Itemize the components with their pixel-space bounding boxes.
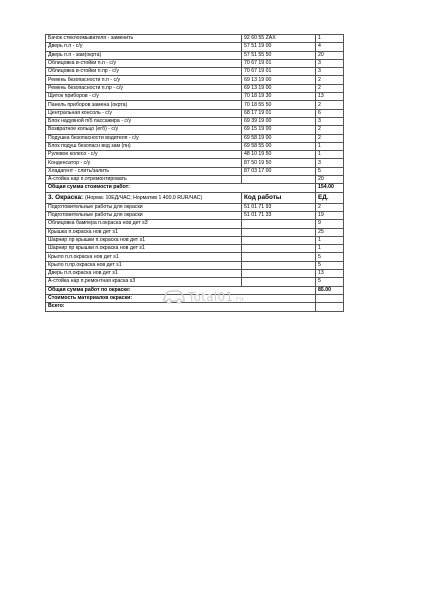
row-qty: 2	[316, 101, 344, 109]
row-name: Облицовка бампера п.окраска нов дет s3	[46, 220, 242, 228]
row-qty: 3	[316, 68, 344, 76]
total-paint-label: Общая сумма работ по окраске:	[46, 286, 316, 294]
table-row	[46, 84, 344, 92]
row-name: Хладагент - слить/залить	[46, 167, 242, 175]
row-name: Бачок стеклоомывателя - заменить	[46, 35, 242, 43]
paint-rows	[46, 203, 344, 286]
table-row	[46, 159, 344, 167]
row-qty: 6	[316, 109, 344, 117]
row-name: Облицовка в-стойки п.п - с/у	[46, 59, 242, 67]
row-qty: 2	[316, 76, 344, 84]
table-row	[46, 68, 344, 76]
materials-label: Стоимость материалов окраски:	[46, 294, 316, 302]
grand-total-value	[316, 303, 344, 311]
watermark	[162, 286, 272, 308]
materials-value	[316, 294, 344, 302]
row-name: Блок надувной п/б пассажира - с/у	[46, 117, 242, 125]
row-code: 48 10 19 50	[242, 151, 316, 159]
row-qty: 1	[316, 236, 344, 244]
row-code: 69 13 19 00	[242, 76, 316, 84]
row-name: Рулевое колесо - с/у	[46, 151, 242, 159]
paint-section-header	[46, 192, 344, 203]
row-name: Блок подуш безопасн вод зам (пн)	[46, 142, 242, 150]
table-row	[46, 93, 344, 101]
row-code: 70 18 55 50	[242, 101, 316, 109]
row-name: Дверь п.п - зам(окрта)	[46, 51, 242, 59]
row-qty: 5	[316, 278, 344, 286]
table-row	[46, 278, 344, 286]
row-name: Панель приборов замена (окрта)	[46, 101, 242, 109]
row-qty: 5	[316, 253, 344, 261]
table-row	[46, 109, 344, 117]
table-row	[46, 151, 344, 159]
paint-section-title	[46, 192, 242, 203]
row-name: Крыло п.пр.окраска нов дет s1	[46, 261, 242, 269]
row-name: Дверь п.п - с/у	[46, 43, 242, 51]
table-row	[46, 176, 344, 184]
total-works-value: 154.00	[316, 184, 344, 192]
row-code: 70 67 19 01	[242, 68, 316, 76]
watermark-text	[188, 290, 244, 304]
row-name: Крыло п.п.окраска нов дет s1	[46, 253, 242, 261]
table-row	[46, 203, 344, 211]
row-qty: 13	[316, 93, 344, 101]
row-name: Шарнир пр крышки п.окраска нов дет s1	[46, 245, 242, 253]
work-rows	[46, 35, 344, 184]
table-row	[46, 167, 344, 175]
estimate-document	[45, 34, 343, 312]
row-name: Конденсатор - с/у	[46, 159, 242, 167]
row-code: 57 51 55 50	[242, 51, 316, 59]
row-qty: 2	[316, 126, 344, 134]
row-qty: 1	[316, 245, 344, 253]
row-code: 70 67 19 01	[242, 59, 316, 67]
row-name: Подготовительные работы для окраски	[46, 203, 242, 211]
row-code	[242, 236, 316, 244]
row-qty: 2	[316, 203, 344, 211]
code-column-header: Код работы	[242, 192, 316, 203]
total-works-row	[46, 184, 344, 192]
row-name: Ремень безопасности п.пр - с/у	[46, 84, 242, 92]
row-qty: 20	[316, 51, 344, 59]
row-qty: 4	[316, 43, 344, 51]
table-row	[46, 253, 344, 261]
table-row	[46, 270, 344, 278]
grand-total-label: Всего:	[46, 303, 316, 311]
row-name: Облицовка в-стойки п.пр - с/у	[46, 68, 242, 76]
table-row	[46, 59, 344, 67]
row-code: 51 01 71 33	[242, 211, 316, 219]
section-title: 3. Окраска:	[48, 193, 84, 201]
row-qty: 2	[316, 84, 344, 92]
row-code	[242, 278, 316, 286]
row-qty: 2	[316, 134, 344, 142]
row-code: 92 60 55 ZAX	[242, 35, 316, 43]
table-row	[46, 220, 344, 228]
table-row	[46, 134, 344, 142]
row-qty: 3	[316, 59, 344, 67]
table-row	[46, 228, 344, 236]
row-qty: 1	[316, 142, 344, 150]
table-row	[46, 76, 344, 84]
row-qty: 3	[316, 159, 344, 167]
total-paint-value: 85.00	[316, 286, 344, 294]
row-qty: 9	[316, 220, 344, 228]
row-qty: 1	[316, 35, 344, 43]
table-row	[46, 51, 344, 59]
row-qty: 25	[316, 228, 344, 236]
table-row	[46, 117, 344, 125]
row-qty: 5	[316, 167, 344, 175]
table-row	[46, 236, 344, 244]
row-code: 87 50 19 50	[242, 159, 316, 167]
row-name: А-стойка нар п.отремонтировать	[46, 176, 242, 184]
table-row	[46, 126, 344, 134]
row-code	[242, 228, 316, 236]
table-row	[46, 142, 344, 150]
row-code: 69 58 19 00	[242, 134, 316, 142]
estimate-table	[45, 34, 344, 312]
row-name: Подготовительные работы для окраски	[46, 211, 242, 219]
row-qty: 5	[316, 261, 344, 269]
row-name: Возвратное кольцо (егб) - с/у	[46, 126, 242, 134]
table-row	[46, 245, 344, 253]
row-qty: 3	[316, 117, 344, 125]
table-row	[46, 35, 344, 43]
row-name: Центральная консоль - с/у	[46, 109, 242, 117]
row-code: 51 01 71 93	[242, 203, 316, 211]
row-qty: 1	[316, 151, 344, 159]
row-name: А-стойка нар п.ремонтная краска s3	[46, 278, 242, 286]
total-works-label: Общая сумма стоимости работ:	[46, 184, 316, 192]
table-row	[46, 43, 344, 51]
row-code: 70 18 19 30	[242, 93, 316, 101]
car-icon	[162, 288, 186, 304]
row-code	[242, 176, 316, 184]
row-qty: 19	[316, 211, 344, 219]
row-code	[242, 253, 316, 261]
row-name: Крышка п.окраска нов дет s1	[46, 228, 242, 236]
row-code: 68 17 19 01	[242, 109, 316, 117]
row-code: 69 13 19 00	[242, 84, 316, 92]
section-note: (Норма: 10ЕД/ЧАС; Норматив 1 400.0 RUR/ЧАС)	[84, 194, 203, 201]
row-code: 87 03 17 00	[242, 167, 316, 175]
row-code: 69 15 19 00	[242, 126, 316, 134]
row-code	[242, 270, 316, 278]
row-code: 57 51 19 00	[242, 43, 316, 51]
watermark-domain: .ru	[233, 295, 244, 303]
table-row	[46, 261, 344, 269]
row-code	[242, 261, 316, 269]
table-row	[46, 101, 344, 109]
row-name: Щиток приборов - с/у	[46, 93, 242, 101]
table-row	[46, 211, 344, 219]
row-code	[242, 220, 316, 228]
row-name: Дверь п.п.окраска нов дет s1	[46, 270, 242, 278]
row-qty: 13	[316, 270, 344, 278]
row-qty: 20	[316, 176, 344, 184]
row-code	[242, 245, 316, 253]
row-name: Ремень безопасности п.п - с/у	[46, 76, 242, 84]
unit-column-header: ЕД.	[316, 192, 344, 203]
row-name: Шарнир лр крышки п.окраска нов дет s1	[46, 236, 242, 244]
row-name: Подушка безопасности водителя - с/у	[46, 134, 242, 142]
watermark-brand: Total01	[188, 290, 234, 304]
row-code: 69 39 19 00	[242, 117, 316, 125]
row-code: 69 58 55 00	[242, 142, 316, 150]
